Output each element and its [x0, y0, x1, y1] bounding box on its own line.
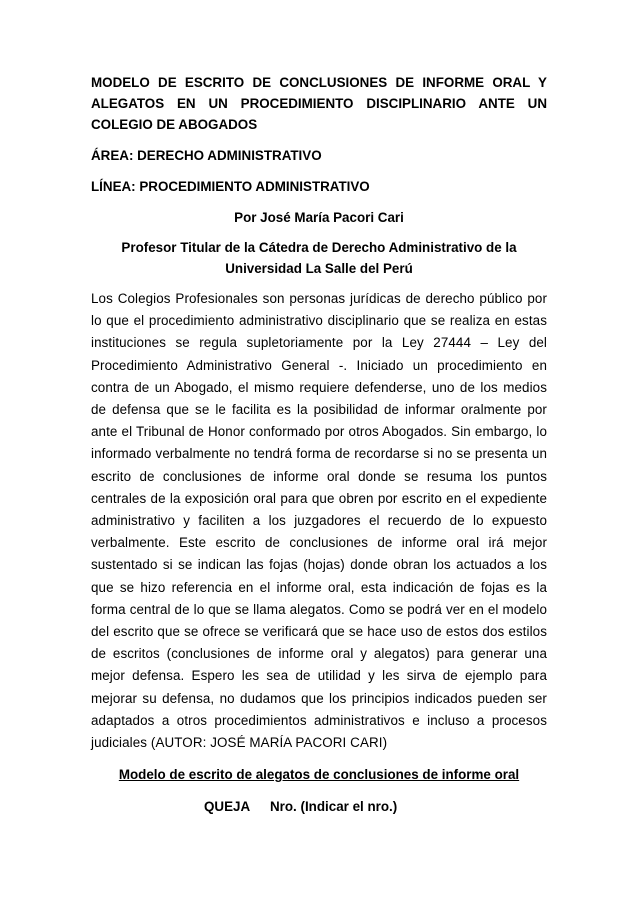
- author-affiliation: Profesor Titular de la Cátedra de Derecho Administrativo de la Universidad La Salle del Perú: [121, 240, 517, 276]
- body-paragraph: Los Colegios Profesionales son personas jurídicas de derecho público por lo que el procedimiento administrativo disciplinario que se realiza en estas instituciones se regula supletoriamente por la Ley 27444 – Ley del Procedimiento Administrativo General -. Iniciado un procedimiento en contra de un Abogado, el mismo requiere defenderse, uno de los medios de defensa que se le facilita es la posibilidad de informar oralmente por ante el Tribunal de Honor conformado por otros Abogados. Sin embargo, lo informado verbalmente no tendrá forma de recordarse si no se presenta un escrito de conclusiones de informe oral donde se resuma los puntos centrales de la exposición oral para que obren por escrito en el expediente administrativo y faciliten a los juzgadores el recuerdo de lo expuesto verbalmente. Este escrito de conclusiones de informe oral irá mejor sustentado si se indican las fojas (hojas) donde obran los actuados a los que se hizo referencia en el informe oral, esta indicación de fojas es la forma central de lo que se llama alegatos. Como se podrá ver en el modelo del escrito que se ofrece se verificará que se hace uso de estos dos estilos de escritos (conclusiones de informe oral y alegatos) para generar una mejor defensa. Espero les sea de utilidad y les sirva de ejemplo para mejorar su defensa, no dudamos que los principios indicados pueden ser adaptados a otros procedimientos administrativos e incluso a procesos judiciales (AUTOR: JOSÉ MARÍA PACORI CARI): [91, 291, 547, 751]
- section-heading: Modelo de escrito de alegatos de conclusiones de informe oral: [118, 767, 520, 783]
- document-title: MODELO DE ESCRITO DE CONCLUSIONES DE INFORME ORAL Y ALEGATOS EN UN PROCEDIMIENTO DISCIPLINARIO ANTE UN COLEGIO DE ABOGADOS: [91, 75, 547, 132]
- author-line: Por José María Pacori Cari: [234, 210, 404, 225]
- queja-number: Nro. (Indicar el nro.): [270, 799, 398, 815]
- queja-label: QUEJA: [204, 799, 251, 815]
- area-label: ÁREA: DERECHO ADMINISTRATIVO: [91, 148, 322, 163]
- document-page: [91, 72, 547, 818]
- linea-label: LÍNEA: PROCEDIMIENTO ADMINISTRATIVO: [91, 179, 370, 194]
- queja-line: [91, 796, 547, 818]
